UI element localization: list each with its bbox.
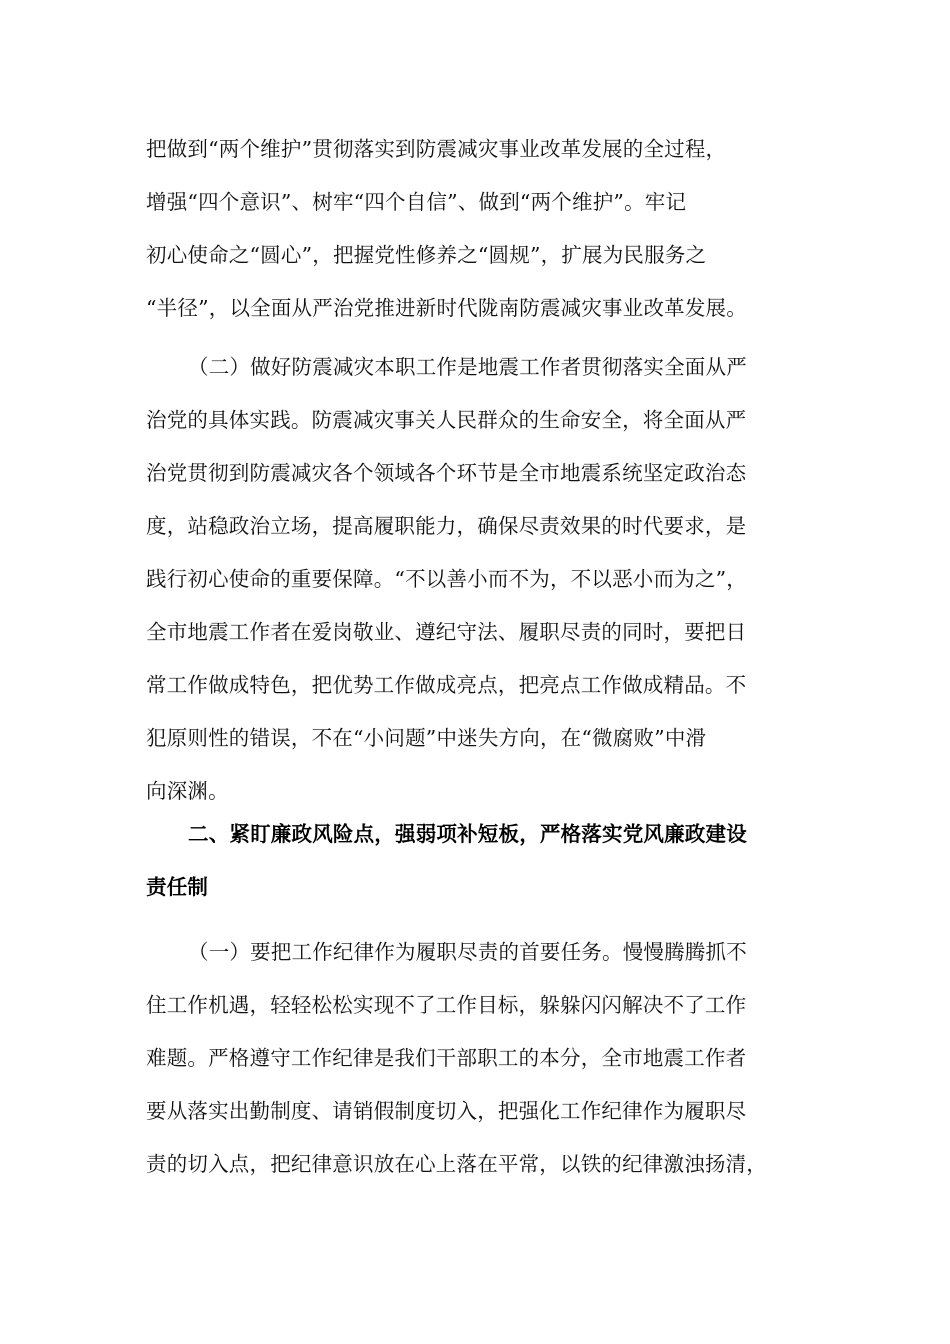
text-line: 常工作做成特色，把优势工作做成亮点，把亮点工作做成精品。不 (146, 673, 747, 697)
text-line: 向深渊。 (146, 779, 229, 803)
text-line: 初心使命之“圆心”，把握党性修养之“圆规”，扩展为民服务之 (146, 243, 707, 267)
paragraph-section-2-1 (146, 926, 806, 1191)
text-line: 践行初心使命的重要保障。“不以善小而不为，不以恶小而为之”， (146, 567, 747, 591)
text-line: （一）要把工作纪律作为履职尽责的首要任务。慢慢腾腾抓不 (188, 940, 747, 964)
text-line: 增强“四个意识”、树牢“四个自信”、做到“两个维护”。牢记 (146, 190, 687, 214)
text-line: 把做到“两个维护”贯彻落实到防震减灾事业改革发展的全过程， (146, 137, 727, 161)
text-line: 要从落实出勤制度、请销假制度切入，把强化工作纪律作为履职尽 (146, 1099, 747, 1123)
section-heading (146, 808, 806, 914)
text-line: 犯原则性的错误，不在“小问题”中迷失方向，在“微腐败”中滑 (146, 726, 707, 750)
text-line: （二）做好防震减灾本职工作是地震工作者贯彻落实全面从严 (188, 355, 747, 379)
text-line: 治党的具体实践。防震减灾事关人民群众的生命安全，将全面从严 (146, 408, 747, 432)
text-line: “半径”，以全面从严治党推进新时代陇南防震减灾事业改革发展。 (146, 296, 747, 320)
paragraph-continuation (146, 123, 806, 335)
heading-line: 责任制 (146, 875, 209, 899)
heading-line: 二、紧盯廉政风险点，强弱项补短板，严格落实党风廉政建设 (188, 822, 747, 846)
text-line: 责的切入点，把纪律意识放在心上落在平常，以铁的纪律激浊扬清， (146, 1152, 767, 1176)
text-line: 全市地震工作者在爱岗敬业、遵纪守法、履职尽责的同时，要把日 (146, 620, 747, 644)
text-line: 住工作机遇，轻轻松松实现不了工作目标，躲躲闪闪解决不了工作 (146, 993, 747, 1017)
text-line: 难题。严格遵守工作纪律是我们干部职工的本分，全市地震工作者 (146, 1046, 747, 1070)
paragraph-section-1-2 (146, 341, 806, 818)
text-line: 度，站稳政治立场，提高履职能力，确保尽责效果的时代要求，是 (146, 514, 747, 538)
text-line: 治党贯彻到防震减灾各个领域各个环节是全市地震系统坚定政治态 (146, 461, 747, 485)
